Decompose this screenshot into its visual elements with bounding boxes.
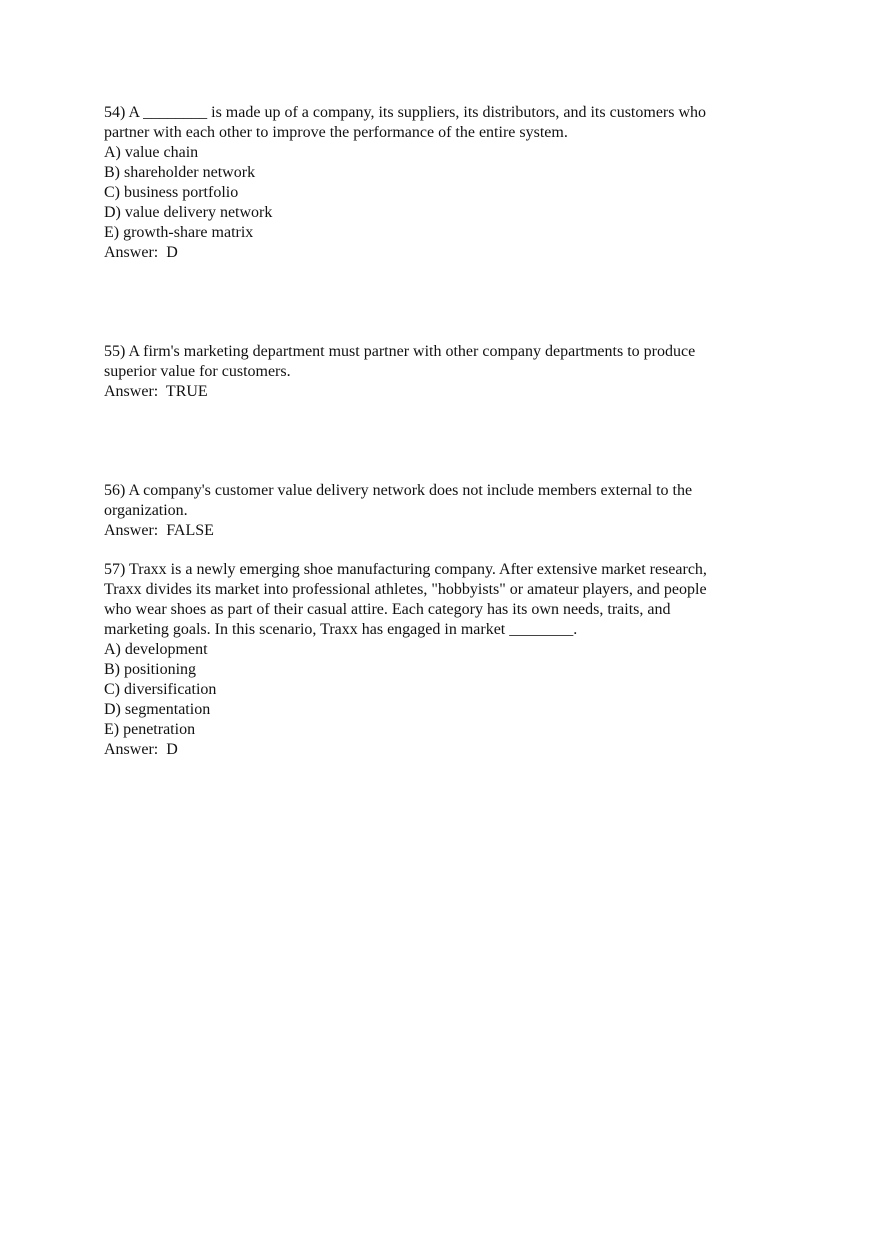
question-stem-line: Traxx divides its market into professional athletes, "hobbyists" or amateur players, and people xyxy=(104,581,707,598)
answer-option: B) positioning xyxy=(104,661,197,678)
answer-option: E) growth-share matrix xyxy=(104,224,254,241)
answer-option: A) development xyxy=(104,641,208,658)
question-stem-line: 57) Traxx is a newly emerging shoe manufacturing company. After extensive market research, xyxy=(104,561,707,578)
question-stem-line: partner with each other to improve the performance of the entire system. xyxy=(104,124,568,141)
question-stem-line: 56) A company's customer value delivery network does not include members external to the xyxy=(104,482,693,499)
answer-option: D) segmentation xyxy=(104,701,211,718)
answer-option: E) penetration xyxy=(104,721,196,738)
answer-option: A) value chain xyxy=(104,144,199,161)
question-stem-line: superior value for customers. xyxy=(104,363,291,380)
document-page xyxy=(104,103,784,760)
answer-key: Answer: FALSE xyxy=(104,522,214,539)
answer-key: Answer: D xyxy=(104,741,178,758)
answer-key: Answer: D xyxy=(104,244,178,261)
question-56 xyxy=(104,481,784,541)
question-stem-line: 55) A firm's marketing department must partner with other company departments to produce xyxy=(104,343,696,360)
question-stem-line: marketing goals. In this scenario, Traxx has engaged in market ________. xyxy=(104,621,578,638)
question-stem-line: 54) A ________ is made up of a company, its suppliers, its distributors, and its customers who xyxy=(104,104,707,121)
answer-key: Answer: TRUE xyxy=(104,383,208,400)
answer-option: C) diversification xyxy=(104,681,217,698)
answer-option: C) business portfolio xyxy=(104,184,239,201)
question-57 xyxy=(104,560,784,760)
question-stem-line: who wear shoes as part of their casual attire. Each category has its own needs, traits, and xyxy=(104,601,671,618)
question-55 xyxy=(104,342,784,402)
question-stem-line: organization. xyxy=(104,502,188,519)
question-54 xyxy=(104,103,784,263)
answer-option: D) value delivery network xyxy=(104,204,273,221)
answer-option: B) shareholder network xyxy=(104,164,256,181)
